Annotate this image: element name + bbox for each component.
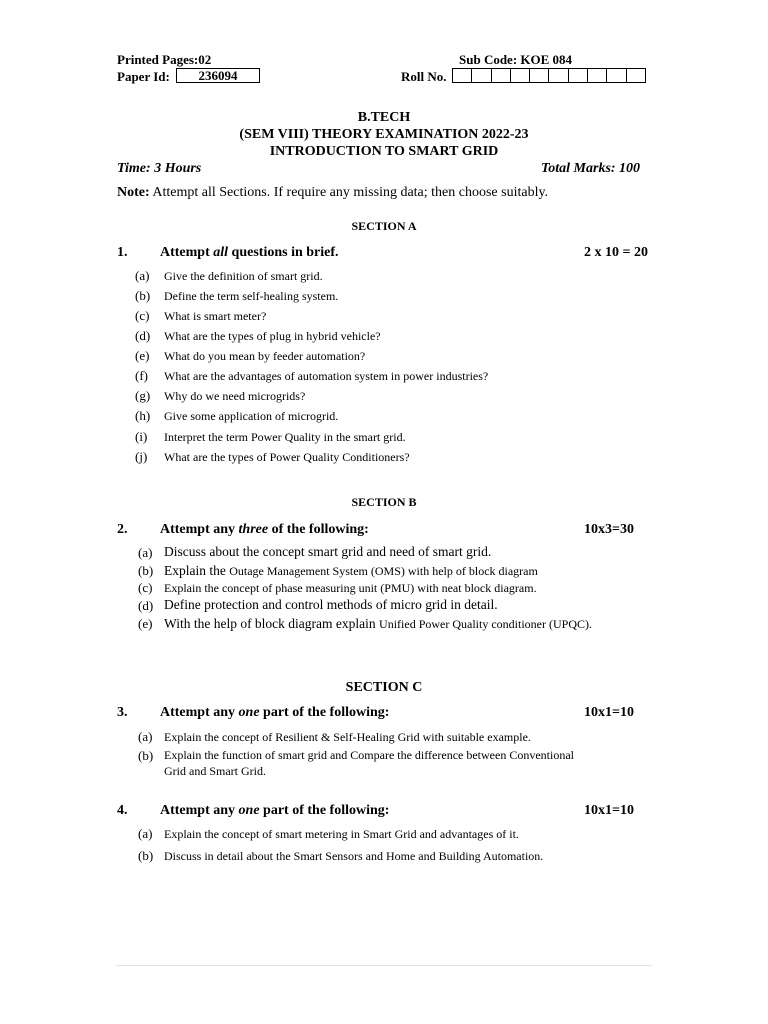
roll-no-cell[interactable] [607, 69, 626, 82]
roll-no-cell[interactable] [511, 69, 530, 82]
page-divider [116, 965, 652, 966]
item-label: (d) [138, 598, 154, 613]
item-text: What are the types of plug in hybrid vehicle? [164, 329, 381, 343]
roll-no-cell[interactable] [588, 69, 607, 82]
item-label: (i) [135, 429, 148, 444]
item-label: (b) [135, 288, 151, 303]
section-c-title: SECTION C [345, 680, 423, 695]
item-text: With the help of block diagram explain Unified Power Quality conditioner (UPQC). [164, 616, 592, 631]
sub-code: Sub Code: KOE 084 [459, 52, 573, 67]
roll-no-label: Roll No. [401, 69, 447, 84]
question-marks: 10x3=30 [584, 522, 634, 537]
question-marks: 2 x 10 = 20 [584, 245, 648, 260]
printed-pages: Printed Pages:02 [117, 52, 212, 67]
note [117, 185, 548, 201]
question-number: 1. [117, 245, 128, 260]
item-text: What is smart meter? [164, 309, 267, 323]
item-text: Explain the concept of smart metering in Smart Grid and advantages of it. [164, 827, 519, 841]
paper-id-box: 236094 [176, 68, 260, 83]
exam-title: (SEM VIII) THEORY EXAMINATION 2022-23 [239, 127, 529, 142]
item-text: Interpret the term Power Quality in the smart grid. [164, 430, 406, 444]
item-label: (d) [135, 328, 151, 343]
question-instruction: Attempt any one part of the following: [160, 803, 390, 818]
item-text: Give the definition of smart grid. [164, 269, 323, 283]
item-text: What are the advantages of automation system in power industries? [164, 369, 489, 383]
item-text: Discuss in detail about the Smart Sensors and Home and Building Automation. [164, 849, 544, 863]
item-text: What are the types of Power Quality Conditioners? [164, 450, 410, 464]
section-b-title: SECTION B [351, 495, 417, 509]
roll-no-cell[interactable] [453, 69, 472, 82]
question-number: 4. [117, 803, 128, 818]
item-text: Discuss about the concept smart grid and need of smart grid. [164, 544, 492, 559]
subject-title: INTRODUCTION TO SMART GRID [269, 144, 499, 159]
roll-no-cell[interactable] [472, 69, 491, 82]
degree-title: B.TECH [357, 110, 411, 125]
item-label: (c) [138, 580, 153, 595]
item-label: (h) [135, 408, 151, 423]
item-label: (e) [138, 616, 153, 631]
item-label: (a) [138, 545, 153, 560]
question-number: 2. [117, 522, 128, 537]
item-text: Explain the concept of phase measuring unit (PMU) with neat block diagram. [164, 581, 537, 595]
question-instruction: Attempt all questions in brief. [160, 245, 339, 260]
item-label: (j) [135, 449, 148, 464]
item-text: Why do we need microgrids? [164, 389, 306, 403]
item-label: (c) [135, 308, 150, 323]
item-text: Explain the concept of Resilient & Self-Healing Grid with suitable example. [164, 730, 531, 744]
item-label: (a) [135, 268, 150, 283]
question-marks: 10x1=10 [584, 803, 634, 818]
question-number: 3. [117, 705, 128, 720]
item-text: Explain the function of smart grid and Compare the difference between Conventional [164, 748, 574, 762]
item-label: (a) [138, 826, 153, 841]
item-text: Define protection and control methods of micro grid in detail. [164, 597, 498, 612]
item-label: (a) [138, 729, 153, 744]
roll-no-boxes[interactable] [452, 68, 646, 83]
item-label: (b) [138, 748, 154, 763]
item-text: Explain the Outage Management System (OMS) with help of block diagram [164, 563, 538, 578]
time-label: Time: 3 Hours [117, 161, 202, 176]
paper-id-label: Paper Id: [117, 69, 170, 84]
item-text-cont: Grid and Smart Grid. [164, 764, 266, 778]
note-label: Note: [117, 185, 150, 200]
item-text: Give some application of microgrid. [164, 409, 339, 423]
item-label: (b) [138, 848, 154, 863]
item-label: (e) [135, 348, 150, 363]
roll-no-cell[interactable] [569, 69, 588, 82]
item-label: (f) [135, 368, 148, 383]
roll-no-cell[interactable] [492, 69, 511, 82]
roll-no-cell[interactable] [627, 69, 645, 82]
question-instruction: Attempt any three of the following: [160, 522, 369, 537]
item-text: What do you mean by feeder automation? [164, 349, 366, 363]
question-instruction: Attempt any one part of the following: [160, 705, 390, 720]
roll-no-cell[interactable] [549, 69, 568, 82]
roll-no-cell[interactable] [530, 69, 549, 82]
section-a-title: SECTION A [351, 219, 417, 233]
item-text: Define the term self-healing system. [164, 289, 339, 303]
item-label: (g) [135, 388, 151, 403]
question-marks: 10x1=10 [584, 705, 634, 720]
total-marks: Total Marks: 100 [541, 161, 641, 176]
item-label: (b) [138, 563, 154, 578]
note-text: Attempt all Sections. If require any missing data; then choose suitably. [152, 185, 549, 200]
